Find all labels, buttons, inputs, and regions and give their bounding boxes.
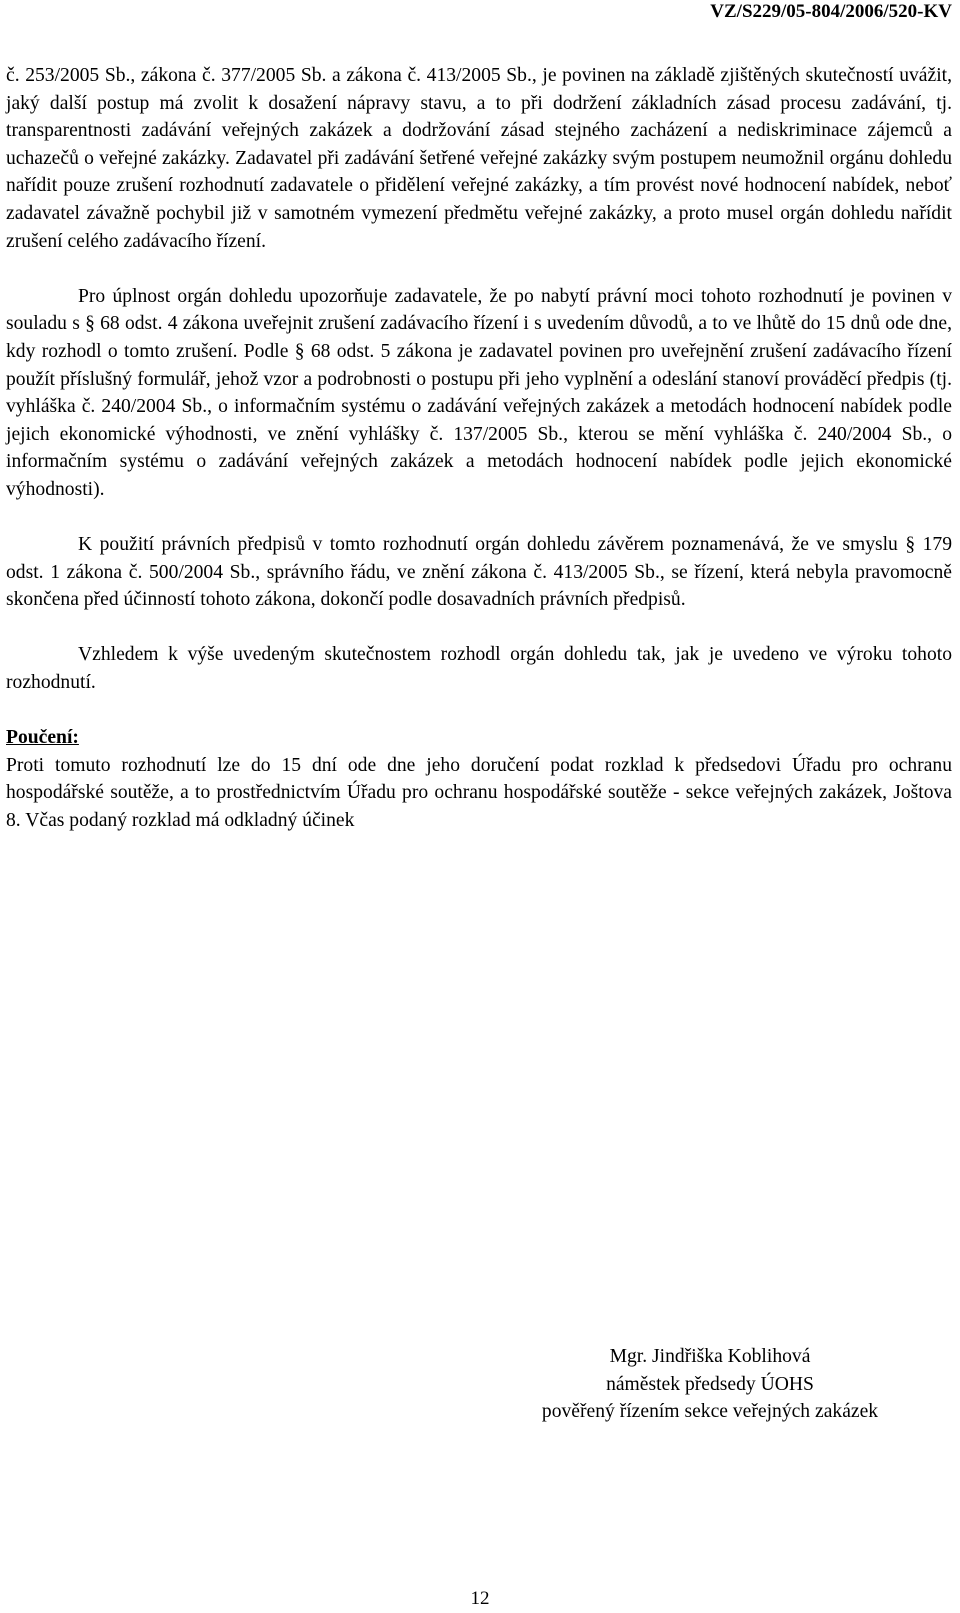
instruction-text: Proti tomuto rozhodnutí lze do 15 dní ode dne jeho doručení podat rozklad k předsedovi Úřadu pro ochranu hospodářské soutěže, a to prostřednictvím Úřadu pro ochranu hospodářské soutěže - sekce veřejných zakázek, Joštova 8. Včas podaný rozklad má odkladný účinek: [6, 754, 952, 832]
page-number: 12: [470, 1588, 490, 1609]
paragraph-spacer: [6, 504, 952, 532]
paragraph-remedy-reasoning: č. 253/2005 Sb., zákona č. 377/2005 Sb. a zákona č. 413/2005 Sb., je povinen na základě zjištěných skutečností uvážit, jaký další postup má zvolit k dosažení nápravy stavu, a to při dodržení základních zásad procesu zadávání, tj. transparentnosti zadávání veřejných zakázek a dodržování zásad stejného zacházení a nediskriminace zájemců a uchazečů o veřejné zakázky. Zadavatel při zadávání šetřené veřejné zakázky svým postupem neumožnil orgánu dohledu nařídit pouze zrušení rozhodnutí zadavatele o přidělení veřejné zakázky, a tím provést nové hodnocení nabídek, neboť zadavatel závažně pochybil již v samotném vymezení předmětu veřejné zakázky, a proto musel orgán dohledu nařídit zrušení celého zadávacího řízení.: [6, 65, 952, 252]
signatory-name: Mgr. Jindřiška Koblihová: [609, 1346, 811, 1367]
paragraph-spacer: [6, 697, 952, 725]
signature-block: [480, 1343, 940, 1426]
document-body: [6, 62, 952, 835]
paragraph-spacer: [6, 255, 952, 283]
paragraph-publication-notice: Pro úplnost orgán dohledu upozorňuje zadavatele, že po nabytí právní moci tohoto rozhodnutí je povinen v souladu s § 68 odst. 4 zákona uveřejnit zrušení zadávacího řízení i s uvedením důvodů, a to ve lhůtě do 15 dnů ode dne, kdy rozhodl o tomto zrušení. Podle § 68 odst. 5 zákona je zadavatel povinen pro uveřejnění zrušení zadávacího řízení použít příslušný formulář, jehož vzor a podrobnosti o postupu při jeho vyplnění a odeslání stanoví prováděcí předpis (tj. vyhláška č. 240/2004 Sb., o informačním systému o zadávání veřejných zakázek a metodách hodnocení nabídek podle jejich ekonomické výhodnosti, ve znění vyhlášky č. 137/2005 Sb., kterou se mění vyhláška č. 240/2004 Sb., o informačním systému o zadávání veřejných zakázek a metodách hodnocení nabídek podle jejich ekonomické výhodnosti).: [6, 285, 952, 500]
paragraph-legal-provisions: K použití právních předpisů v tomto rozhodnutí orgán dohledu závěrem poznamenává, že ve smyslu § 179 odst. 1 zákona č. 500/2004 Sb., správního řádu, ve znění zákona č. 413/2005 Sb., se řízení, která nebyla pravomocně skončena před účinností tohoto zákona, dokončí podle dosavadních právních předpisů.: [6, 534, 952, 611]
paragraph-conclusion: Vzhledem k výše uvedeným skutečnostem rozhodl orgán dohledu tak, jak je uvedeno ve výroku tohoto rozhodnutí.: [6, 644, 952, 694]
instruction-heading: Poučení:: [6, 727, 79, 749]
paragraph-spacer: [6, 614, 952, 642]
signatory-title: náměstek předsedy ÚOHS: [606, 1373, 814, 1395]
signatory-role: pověřený řízením sekce veřejných zakázek: [541, 1401, 879, 1423]
document-reference-number: VZ/S229/05-804/2006/520-KV: [710, 1, 952, 22]
